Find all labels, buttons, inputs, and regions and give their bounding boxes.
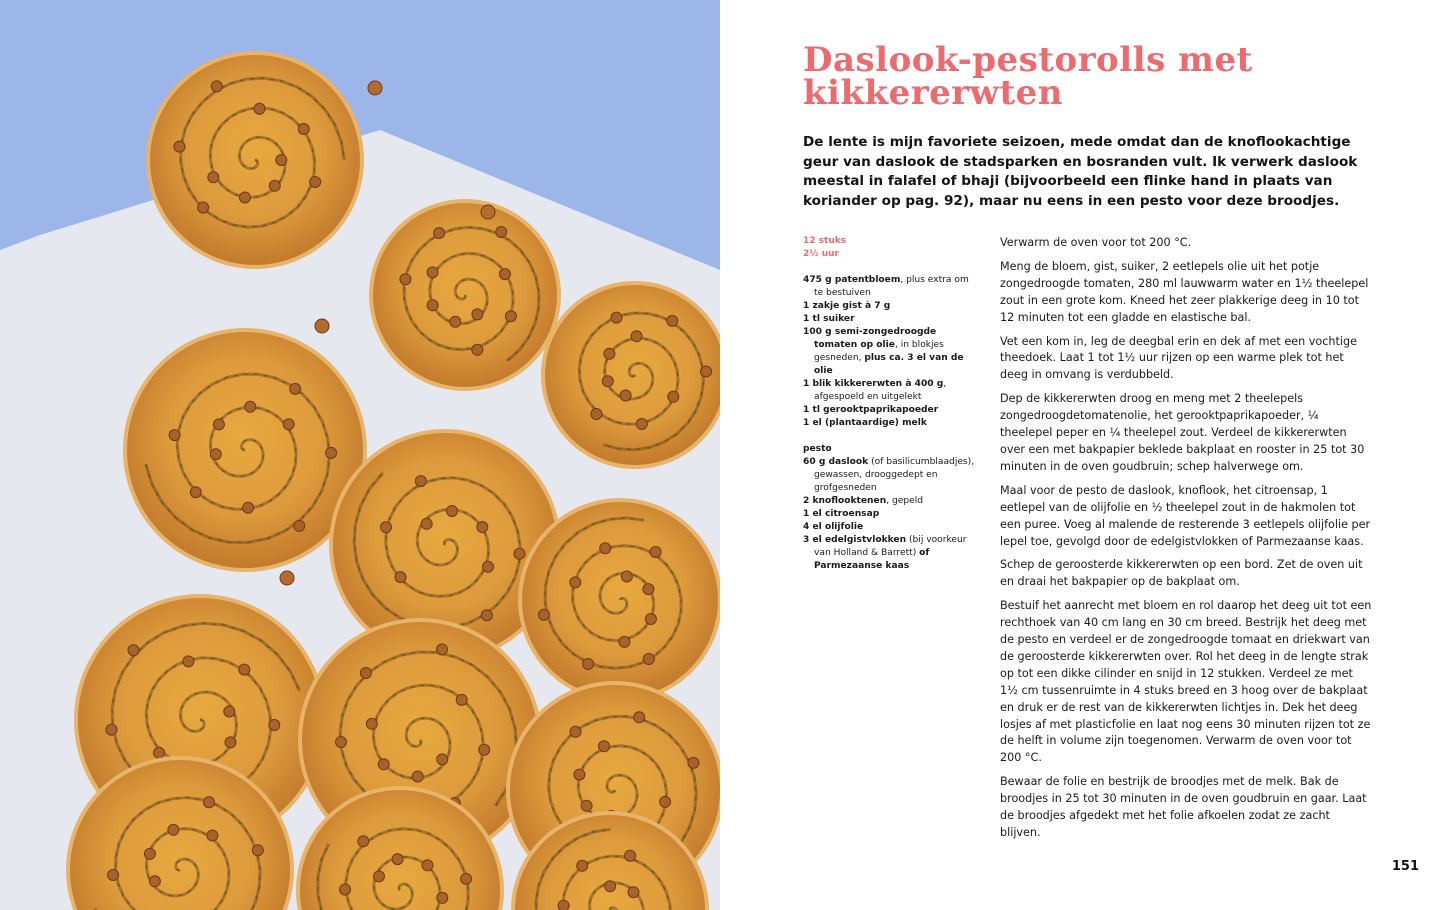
ingredient-note: , plus extra om te bestuiven xyxy=(814,275,969,298)
pesto-heading: pesto xyxy=(803,444,832,454)
method-step: Schep de geroosterde kikkererwten op een bord. Zet de oven uit en draai het bakpapier op de bakplaat om. xyxy=(1000,558,1363,589)
ingredient-note: , gepeld xyxy=(886,496,924,506)
method-step: Maal voor de pesto de daslook, knoflook, het citroensap, 1 eetlepel van de olijfolie en ½ theelepel zout in de hakmolen tot een puree. Voeg al malende de resterende 3 eetlepels olijfolie per lepel toe, gevolgd door de edelgistvlokken of Parmezaanse kaas. xyxy=(1000,483,1371,548)
method-step: Vet een kom in, leg de deegbal erin en dek af met een vochtige theedoek. Laat 1 tot 1½ uur rijzen op een warme plek tot het deeg in omvang is verdubbeld. xyxy=(1000,334,1357,382)
method-step: Dep de kikkererwten droog en meng met 2 theelepels zongedroogdetomatenolie, het gerooktpaprikapoeder, ¼ theelepel peper en ¼ theelepel zout. Verdeel de kikkererwten over een met bakpapier beklede bakplaat en rooster in 25 tot 30 minuten in de oven goudbruin; schep halverwege om. xyxy=(1000,392,1365,473)
ingredient-extra: plus ca. 3 el van de olie xyxy=(814,353,964,376)
ingredient-item xyxy=(803,417,978,430)
chickpea xyxy=(368,81,382,95)
ingredient-name: 475 g patentbloem xyxy=(803,275,901,285)
ingredient-note: , in blokjes gesneden, xyxy=(814,340,944,363)
ingredient-name: 1 blik kikkererwten à 400 g xyxy=(803,379,944,389)
ingredients-list xyxy=(803,274,978,573)
ingredient-name: 100 g semi-zongedroogde tomaten op olie xyxy=(803,327,937,350)
page-number: 151 xyxy=(1391,859,1419,874)
ingredient-item xyxy=(803,495,978,508)
ingredient-item xyxy=(803,326,978,378)
ingredient-extra: of Parmezaanse kaas xyxy=(814,548,930,571)
method-steps xyxy=(1000,235,1373,849)
method-step: Bewaar de folie en bestrijk de broodjes met de melk. Bak de broodjes in 25 tot 30 minuten in de oven goudbruin en gaar. Laat de broodjes afgedekt met het folie afkoelen zodat ze zacht blijven. xyxy=(1000,775,1367,839)
ingredient-item xyxy=(803,521,978,534)
recipe-page xyxy=(720,0,1440,910)
recipe-title: Daslook-pestorolls met kikkererwten xyxy=(803,40,1253,113)
ingredient-item xyxy=(803,404,978,417)
roll xyxy=(518,498,720,702)
roll xyxy=(146,51,364,269)
main-ingredients xyxy=(803,274,978,430)
ingredient-item xyxy=(803,508,978,521)
ingredient-item xyxy=(803,534,978,573)
method-step: Meng de bloem, gist, suiker, 2 eetlepels olie uit het potje zongedroogde tomaten, 280 ml lauwwarm water en 1½ theelepel zout in een grote kom. Kneed het zeer plakkerige deeg in 10 tot 12 minuten tot een gladde en elastische bal. xyxy=(1000,259,1369,324)
ingredient-name: 1 zakje gist à 7 g xyxy=(803,301,891,311)
prep-time: 2½ uur xyxy=(803,248,839,259)
ingredient-name: 1 tl gerooktpaprikapoeder xyxy=(803,405,939,415)
ingredient-name: 1 el (plantaardige) melk xyxy=(803,418,927,428)
ingredient-name: 2 knoflooktenen xyxy=(803,496,887,506)
method-step: Verwarm de oven voor tot 200 °C. xyxy=(1000,236,1192,249)
recipe-intro: De lente is mijn favoriete seizoen, mede omdat dan de knoflookachtige geur van daslook de stadsparken en bosranden vult. Ik verwerk daslook meestal in falafel of bhaji (bijvoorbeeld een flinke hand in plaats van koriander op pag. 92), maar nu eens in een pesto voor deze broodjes. xyxy=(803,134,1358,210)
ingredient-item xyxy=(803,456,978,495)
ingredient-name: 4 el olijfolie xyxy=(803,522,864,532)
ingredient-note: (bij voorkeur van Holland & Barrett) xyxy=(814,535,967,558)
ingredient-name: 1 tl suiker xyxy=(803,314,855,324)
roll xyxy=(369,199,561,391)
ingredient-name: 60 g daslook xyxy=(803,457,869,467)
ingredient-name: 1 el citroensap xyxy=(803,509,880,519)
ingredient-item xyxy=(803,274,978,300)
method-step: Bestuif het aanrecht met bloem en rol daarop het deeg uit tot een rechthoek van 40 cm lang en 30 cm breed. Bestrijk het deeg met de pesto en verdeel er de zongedroogde tomaat en driekwart van de geroosterde kikkererwten over. Rol het deeg in de lengte strak op tot een dikke cilinder en snijd in 12 stukken. Verdeel ze met 1½ cm tussenruimte in 4 stuks breed en 3 hoog over de bakplaat en druk er de rest van de kikkererwten lichtjes in. Dek het deeg losjes af met plasticfolie en laat nog eens 30 minuten rijzen tot ze de helft in volume zijn toegenomen. Verwarm de oven voor tot 200 °C. xyxy=(1000,599,1372,765)
ingredient-item xyxy=(803,300,978,313)
ingredient-note: (of basilicumblaadjes), gewassen, drooggedept en grofgesneden xyxy=(814,457,975,493)
ingredient-item xyxy=(803,378,978,404)
ingredient-note: , afgespoeld en uitgelekt xyxy=(814,379,947,402)
servings: 12 stuks xyxy=(803,236,847,246)
chickpea xyxy=(280,571,294,585)
chickpea xyxy=(315,319,329,333)
ingredient-item xyxy=(803,313,978,326)
chickpea xyxy=(481,205,495,219)
ingredient-name: 3 el edelgistvlokken xyxy=(803,535,907,545)
pesto-ingredients xyxy=(803,456,978,573)
recipe-meta xyxy=(803,235,973,260)
